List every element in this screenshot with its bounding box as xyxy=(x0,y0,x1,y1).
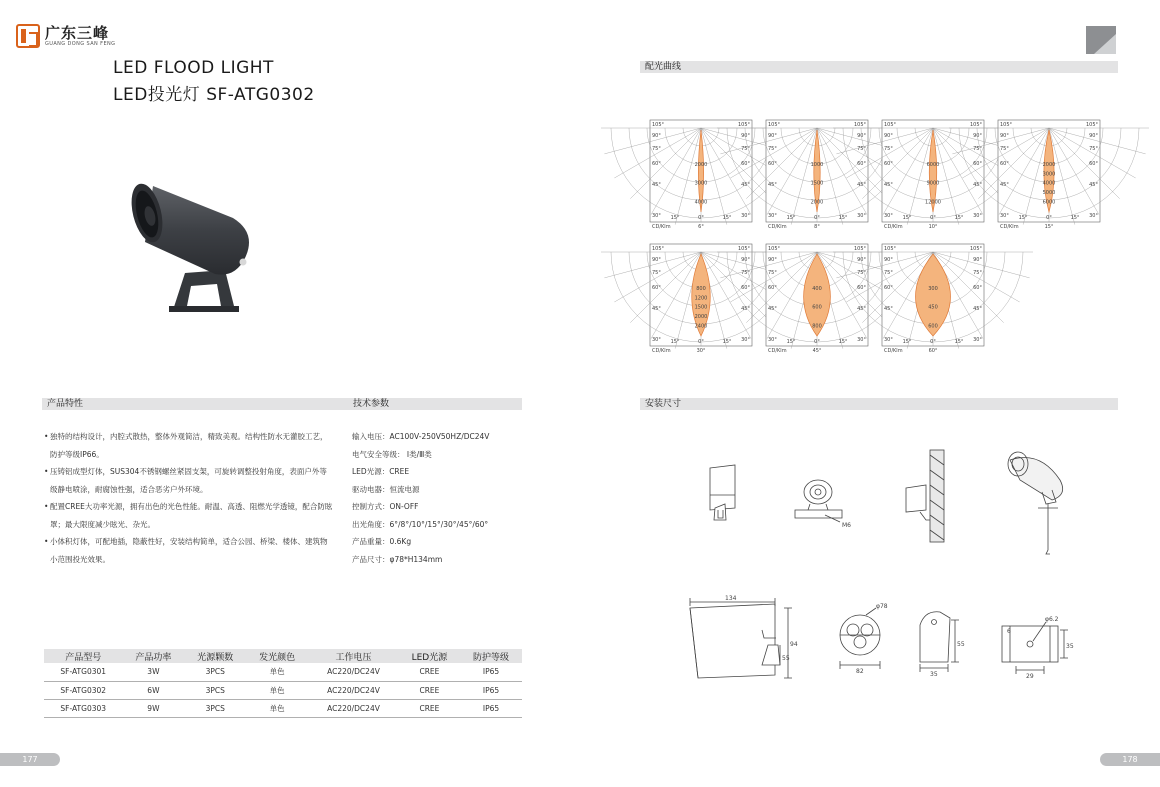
table-header: 防护等级 xyxy=(460,649,522,663)
axis-label: 45° xyxy=(857,182,866,188)
spec-list xyxy=(352,428,542,568)
axis-label: 45° xyxy=(973,306,982,312)
spec-size: 产品尺寸：φ78*H134mm xyxy=(352,554,443,564)
diameter-dimension-drawing xyxy=(840,603,888,675)
axis-label: 15° xyxy=(838,339,848,345)
table-row xyxy=(44,699,522,717)
axis-label: 75° xyxy=(857,146,866,152)
light-distribution-curves xyxy=(650,120,1110,354)
feature-item: • 配置CREE大功率光源，拥有出色的光色性能。耐温、高透、阻燃光学透镜，配合防眩罩；最大限度减少眩光、杂光。 xyxy=(44,498,334,533)
dim-diameter: φ78 xyxy=(876,603,888,610)
axis-label: 75° xyxy=(857,270,866,276)
table-cell: CREE xyxy=(399,699,460,717)
axis-label: 15° xyxy=(902,339,912,345)
intensity-label: 1000 xyxy=(810,161,824,168)
axis-label: 105° xyxy=(884,246,897,252)
intensity-label: 1500 xyxy=(810,180,824,187)
axis-label: 90° xyxy=(973,133,982,139)
axis-label: 60° xyxy=(857,285,866,291)
axis-label: 75° xyxy=(1089,146,1098,152)
unit-label: CD/Klm xyxy=(768,224,787,230)
axis-label: 105° xyxy=(853,122,866,128)
length-dimension-drawing xyxy=(690,595,798,678)
spec-source: LED光源：CREE xyxy=(352,467,410,476)
axis-label: 15° xyxy=(670,215,680,221)
axis-label: 90° xyxy=(1000,133,1009,139)
intensity-label: 12000 xyxy=(925,199,941,206)
axis-label: 15° xyxy=(786,339,796,345)
axis-label: 15° xyxy=(1018,215,1028,221)
axis-label: 90° xyxy=(1089,133,1098,139)
intensity-label: 800 xyxy=(696,285,706,292)
side-view-drawing xyxy=(710,465,735,520)
axis-label: 45° xyxy=(652,182,661,188)
axis-label: 105° xyxy=(969,122,982,128)
axis-label: 15° xyxy=(722,215,732,221)
axis-label: 105° xyxy=(969,246,982,252)
table-header: 产品型号 xyxy=(44,649,122,663)
axis-label: 60° xyxy=(741,161,750,167)
axis-label: 15° xyxy=(954,339,964,345)
axis-label: 45° xyxy=(973,182,982,188)
axis-label: 45° xyxy=(884,182,893,188)
table-header: 产品功率 xyxy=(122,649,184,663)
axis-label: 60° xyxy=(741,285,750,291)
feature-item: • 压铸铝成型灯体，SUS304不锈钢螺丝紧固支架，可旋转调整投射角度，表面户外等级静电喷涂，耐腐蚀性强，适合恶劣户外环境。 xyxy=(44,463,334,498)
axis-label: 45° xyxy=(1000,182,1009,188)
page-title-cn: LED投光灯 SF-ATG0302 xyxy=(113,85,315,105)
axis-label: 30° xyxy=(652,337,661,343)
axis-label: 45° xyxy=(741,306,750,312)
intensity-label: 2400 xyxy=(694,323,708,330)
intensity-label: 2000 xyxy=(810,199,824,206)
intensity-label: 4000 xyxy=(694,199,708,206)
table-cell: IP65 xyxy=(460,699,522,717)
table-cell: 9W xyxy=(122,699,184,717)
brand-name-cn: 广东三峰 xyxy=(45,24,110,42)
intensity-label: 1500 xyxy=(694,304,708,311)
dim-length: 134 xyxy=(725,595,737,602)
feature-list xyxy=(44,428,334,568)
intensity-label: 600 xyxy=(928,323,938,330)
axis-label: 90° xyxy=(768,257,777,263)
axis-label: 15° xyxy=(902,215,912,221)
installation-drawings xyxy=(680,440,1120,685)
table-header: 工作电压 xyxy=(308,649,399,663)
table-cell: 3PCS xyxy=(184,681,246,699)
axis-label: 75° xyxy=(768,146,777,152)
axis-label: 0° xyxy=(814,339,820,345)
axis-label: 45° xyxy=(768,182,777,188)
axis-label: 15° xyxy=(838,215,848,221)
axis-label: 60° xyxy=(884,285,893,291)
beam-angle-label: 30° xyxy=(696,348,706,354)
axis-label: 90° xyxy=(857,257,866,263)
axis-label: 90° xyxy=(652,257,661,263)
intensity-label: 6000 xyxy=(926,161,940,168)
table-cell: AC220/DC24V xyxy=(308,681,399,699)
axis-label: 30° xyxy=(652,213,661,219)
intensity-label: 1200 xyxy=(694,295,708,302)
corner-decoration xyxy=(1086,26,1116,54)
table-cell: 3PCS xyxy=(184,699,246,717)
spec-voltage: 输入电压：AC100V-250V50HZ/DC24V xyxy=(352,432,490,441)
spec-weight: 产品重量：0.6Kg xyxy=(352,537,412,546)
axis-label: 75° xyxy=(1000,146,1009,152)
axis-label: 30° xyxy=(884,213,893,219)
axis-label: 15° xyxy=(786,215,796,221)
axis-label: 75° xyxy=(741,270,750,276)
axis-label: 15° xyxy=(722,339,732,345)
dim-base-height: 35 xyxy=(1066,643,1074,650)
wall-mount-drawing xyxy=(906,450,944,542)
axis-label: 90° xyxy=(768,133,777,139)
axis-label: 105° xyxy=(737,246,750,252)
unit-label: CD/Klm xyxy=(1000,224,1019,230)
axis-label: 60° xyxy=(768,285,777,291)
table-cell: IP65 xyxy=(460,681,522,699)
table-header: 光源颗数 xyxy=(184,649,246,663)
intensity-label: 800 xyxy=(812,323,822,330)
dim-screw: M6 xyxy=(842,522,851,529)
base-dimension-drawing xyxy=(1002,616,1074,680)
table-cell: 6W xyxy=(122,681,184,699)
features-heading: 产品特性 xyxy=(47,399,84,409)
spec-control: 控制方式：ON-OFF xyxy=(352,502,419,511)
axis-label: 45° xyxy=(857,306,866,312)
axis-label: 30° xyxy=(973,337,982,343)
axis-label: 30° xyxy=(1000,213,1009,219)
product-image xyxy=(125,178,265,323)
unit-label: CD/Klm xyxy=(884,348,903,354)
axis-label: 105° xyxy=(652,246,665,252)
axis-label: 60° xyxy=(652,285,661,291)
axis-label: 75° xyxy=(973,146,982,152)
table-cell: SF-ATG0303 xyxy=(44,699,122,717)
axis-label: 60° xyxy=(652,161,661,167)
beam-angle-label: 15° xyxy=(1044,224,1054,230)
table-cell: CREE xyxy=(399,681,460,699)
axis-label: 30° xyxy=(857,213,866,219)
axis-label: 60° xyxy=(1000,161,1009,167)
beam-angle-label: 6° xyxy=(698,224,704,230)
intensity-label: 5000 xyxy=(1042,190,1056,197)
table-header: LED光源 xyxy=(399,649,460,663)
tech-heading: 技术参数 xyxy=(353,399,390,409)
dim-width: 82 xyxy=(856,668,864,675)
axis-label: 75° xyxy=(652,270,661,276)
axis-label: 60° xyxy=(768,161,777,167)
axis-label: 60° xyxy=(973,161,982,167)
axis-label: 105° xyxy=(768,122,781,128)
dim-slot: 6 xyxy=(1007,628,1011,635)
axis-label: 0° xyxy=(930,215,936,221)
beam-angle-label: 45° xyxy=(812,348,822,354)
dim-bracket-height: 55 xyxy=(782,655,790,662)
unit-label: CD/Klm xyxy=(884,224,903,230)
page-title-en: LED FLOOD LIGHT xyxy=(113,58,274,78)
intensity-label: 3000 xyxy=(1042,171,1056,178)
axis-label: 105° xyxy=(1000,122,1013,128)
axis-label: 105° xyxy=(652,122,665,128)
axis-label: 90° xyxy=(884,257,893,263)
axis-label: 45° xyxy=(652,306,661,312)
brand-logo-icon xyxy=(16,24,40,48)
table-cell: SF-ATG0301 xyxy=(44,663,122,681)
intensity-label: 450 xyxy=(928,304,938,311)
intensity-label: 2000 xyxy=(694,161,708,168)
axis-label: 0° xyxy=(698,215,704,221)
table-cell: 3PCS xyxy=(184,663,246,681)
axis-label: 30° xyxy=(1089,213,1098,219)
table-row xyxy=(44,663,522,681)
spec-driver: 驱动电器：恒流电源 xyxy=(352,484,420,494)
page-number-right: 178 xyxy=(1100,753,1160,766)
unit-label: CD/Klm xyxy=(768,348,787,354)
beam-angle-label: 60° xyxy=(928,348,938,354)
brand-name-en: GUANG DONG SAN FENG xyxy=(45,41,116,47)
bracket-dimension-drawing xyxy=(920,612,965,678)
axis-label: 105° xyxy=(853,246,866,252)
dim-base-width: 29 xyxy=(1026,673,1034,680)
table-cell: IP65 xyxy=(460,663,522,681)
dim-bracket-height-2: 55 xyxy=(957,641,965,648)
axis-label: 45° xyxy=(1089,182,1098,188)
feature-item: • 小体积灯体，可配地插，隐蔽性好，安装结构简单，适合公园、桥梁、楼体、建筑物小范围投光效果。 xyxy=(44,533,334,568)
axis-label: 0° xyxy=(1046,215,1052,221)
spec-beam-angle: 出光角度：6°/8°/10°/15°/30°/45°/60° xyxy=(352,519,489,529)
brand-logo xyxy=(16,24,115,48)
axis-label: 45° xyxy=(741,182,750,188)
table-cell: CREE xyxy=(399,663,460,681)
axis-label: 90° xyxy=(884,133,893,139)
axis-label: 60° xyxy=(857,161,866,167)
section-bar-left xyxy=(42,398,522,410)
axis-label: 30° xyxy=(741,213,750,219)
beam-angle-label: 8° xyxy=(814,224,820,230)
table-header-row xyxy=(44,649,522,663)
intensity-label: 400 xyxy=(812,285,822,292)
beam-angle-label: 10° xyxy=(928,224,938,230)
spec-safety: 电气安全等级： Ⅰ类/Ⅲ类 xyxy=(352,449,432,459)
light-curve-heading: 配光曲线 xyxy=(640,61,1118,73)
intensity-label: 2000 xyxy=(1042,161,1056,168)
intensity-label: 300 xyxy=(928,285,938,292)
axis-label: 75° xyxy=(884,146,893,152)
intensity-label: 9000 xyxy=(926,180,940,187)
intensity-label: 4000 xyxy=(1042,180,1056,187)
axis-label: 75° xyxy=(652,146,661,152)
table-cell: AC220/DC24V xyxy=(308,663,399,681)
axis-label: 30° xyxy=(768,337,777,343)
ground-spike-drawing xyxy=(1008,452,1063,554)
table-cell: 单色 xyxy=(246,681,308,699)
axis-label: 105° xyxy=(884,122,897,128)
intensity-label: 3000 xyxy=(694,180,708,187)
feature-item: • 独特的结构设计，内腔式散热，整体外观简洁，精致美观。结构性防水无灌胶工艺，防护等级IP66。 xyxy=(44,428,334,463)
dim-hole: φ6.2 xyxy=(1045,616,1059,623)
axis-label: 105° xyxy=(1085,122,1098,128)
axis-label: 75° xyxy=(741,146,750,152)
axis-label: 30° xyxy=(884,337,893,343)
table-cell: AC220/DC24V xyxy=(308,699,399,717)
axis-label: 15° xyxy=(1070,215,1080,221)
table-row xyxy=(44,681,522,699)
unit-label: CD/Klm xyxy=(652,224,671,230)
intensity-label: 6000 xyxy=(1042,199,1056,206)
axis-label: 0° xyxy=(930,339,936,345)
axis-label: 60° xyxy=(1089,161,1098,167)
axis-label: 45° xyxy=(884,306,893,312)
axis-label: 75° xyxy=(884,270,893,276)
install-heading: 安装尺寸 xyxy=(640,398,1118,410)
axis-label: 15° xyxy=(670,339,680,345)
axis-label: 90° xyxy=(741,257,750,263)
model-table xyxy=(44,649,522,718)
axis-label: 90° xyxy=(652,133,661,139)
axis-label: 45° xyxy=(768,306,777,312)
axis-label: 60° xyxy=(973,285,982,291)
axis-label: 0° xyxy=(814,215,820,221)
dim-height: 94 xyxy=(790,641,798,648)
axis-label: 60° xyxy=(884,161,893,167)
page-number-left: 177 xyxy=(0,753,60,766)
axis-label: 90° xyxy=(741,133,750,139)
axis-label: 90° xyxy=(857,133,866,139)
axis-label: 90° xyxy=(973,257,982,263)
front-view-drawing xyxy=(795,480,842,522)
axis-label: 15° xyxy=(954,215,964,221)
axis-label: 75° xyxy=(768,270,777,276)
axis-label: 30° xyxy=(973,213,982,219)
axis-label: 105° xyxy=(737,122,750,128)
axis-label: 30° xyxy=(741,337,750,343)
axis-label: 75° xyxy=(973,270,982,276)
intensity-label: 600 xyxy=(812,304,822,311)
unit-label: CD/Klm xyxy=(652,348,671,354)
axis-label: 0° xyxy=(698,339,704,345)
dim-bracket-width: 35 xyxy=(930,671,938,678)
axis-label: 30° xyxy=(768,213,777,219)
intensity-label: 2000 xyxy=(694,314,708,321)
table-cell: SF-ATG0302 xyxy=(44,681,122,699)
table-cell: 3W xyxy=(122,663,184,681)
axis-label: 30° xyxy=(857,337,866,343)
table-cell: 单色 xyxy=(246,699,308,717)
axis-label: 105° xyxy=(768,246,781,252)
table-cell: 单色 xyxy=(246,663,308,681)
table-header: 发光颜色 xyxy=(246,649,308,663)
